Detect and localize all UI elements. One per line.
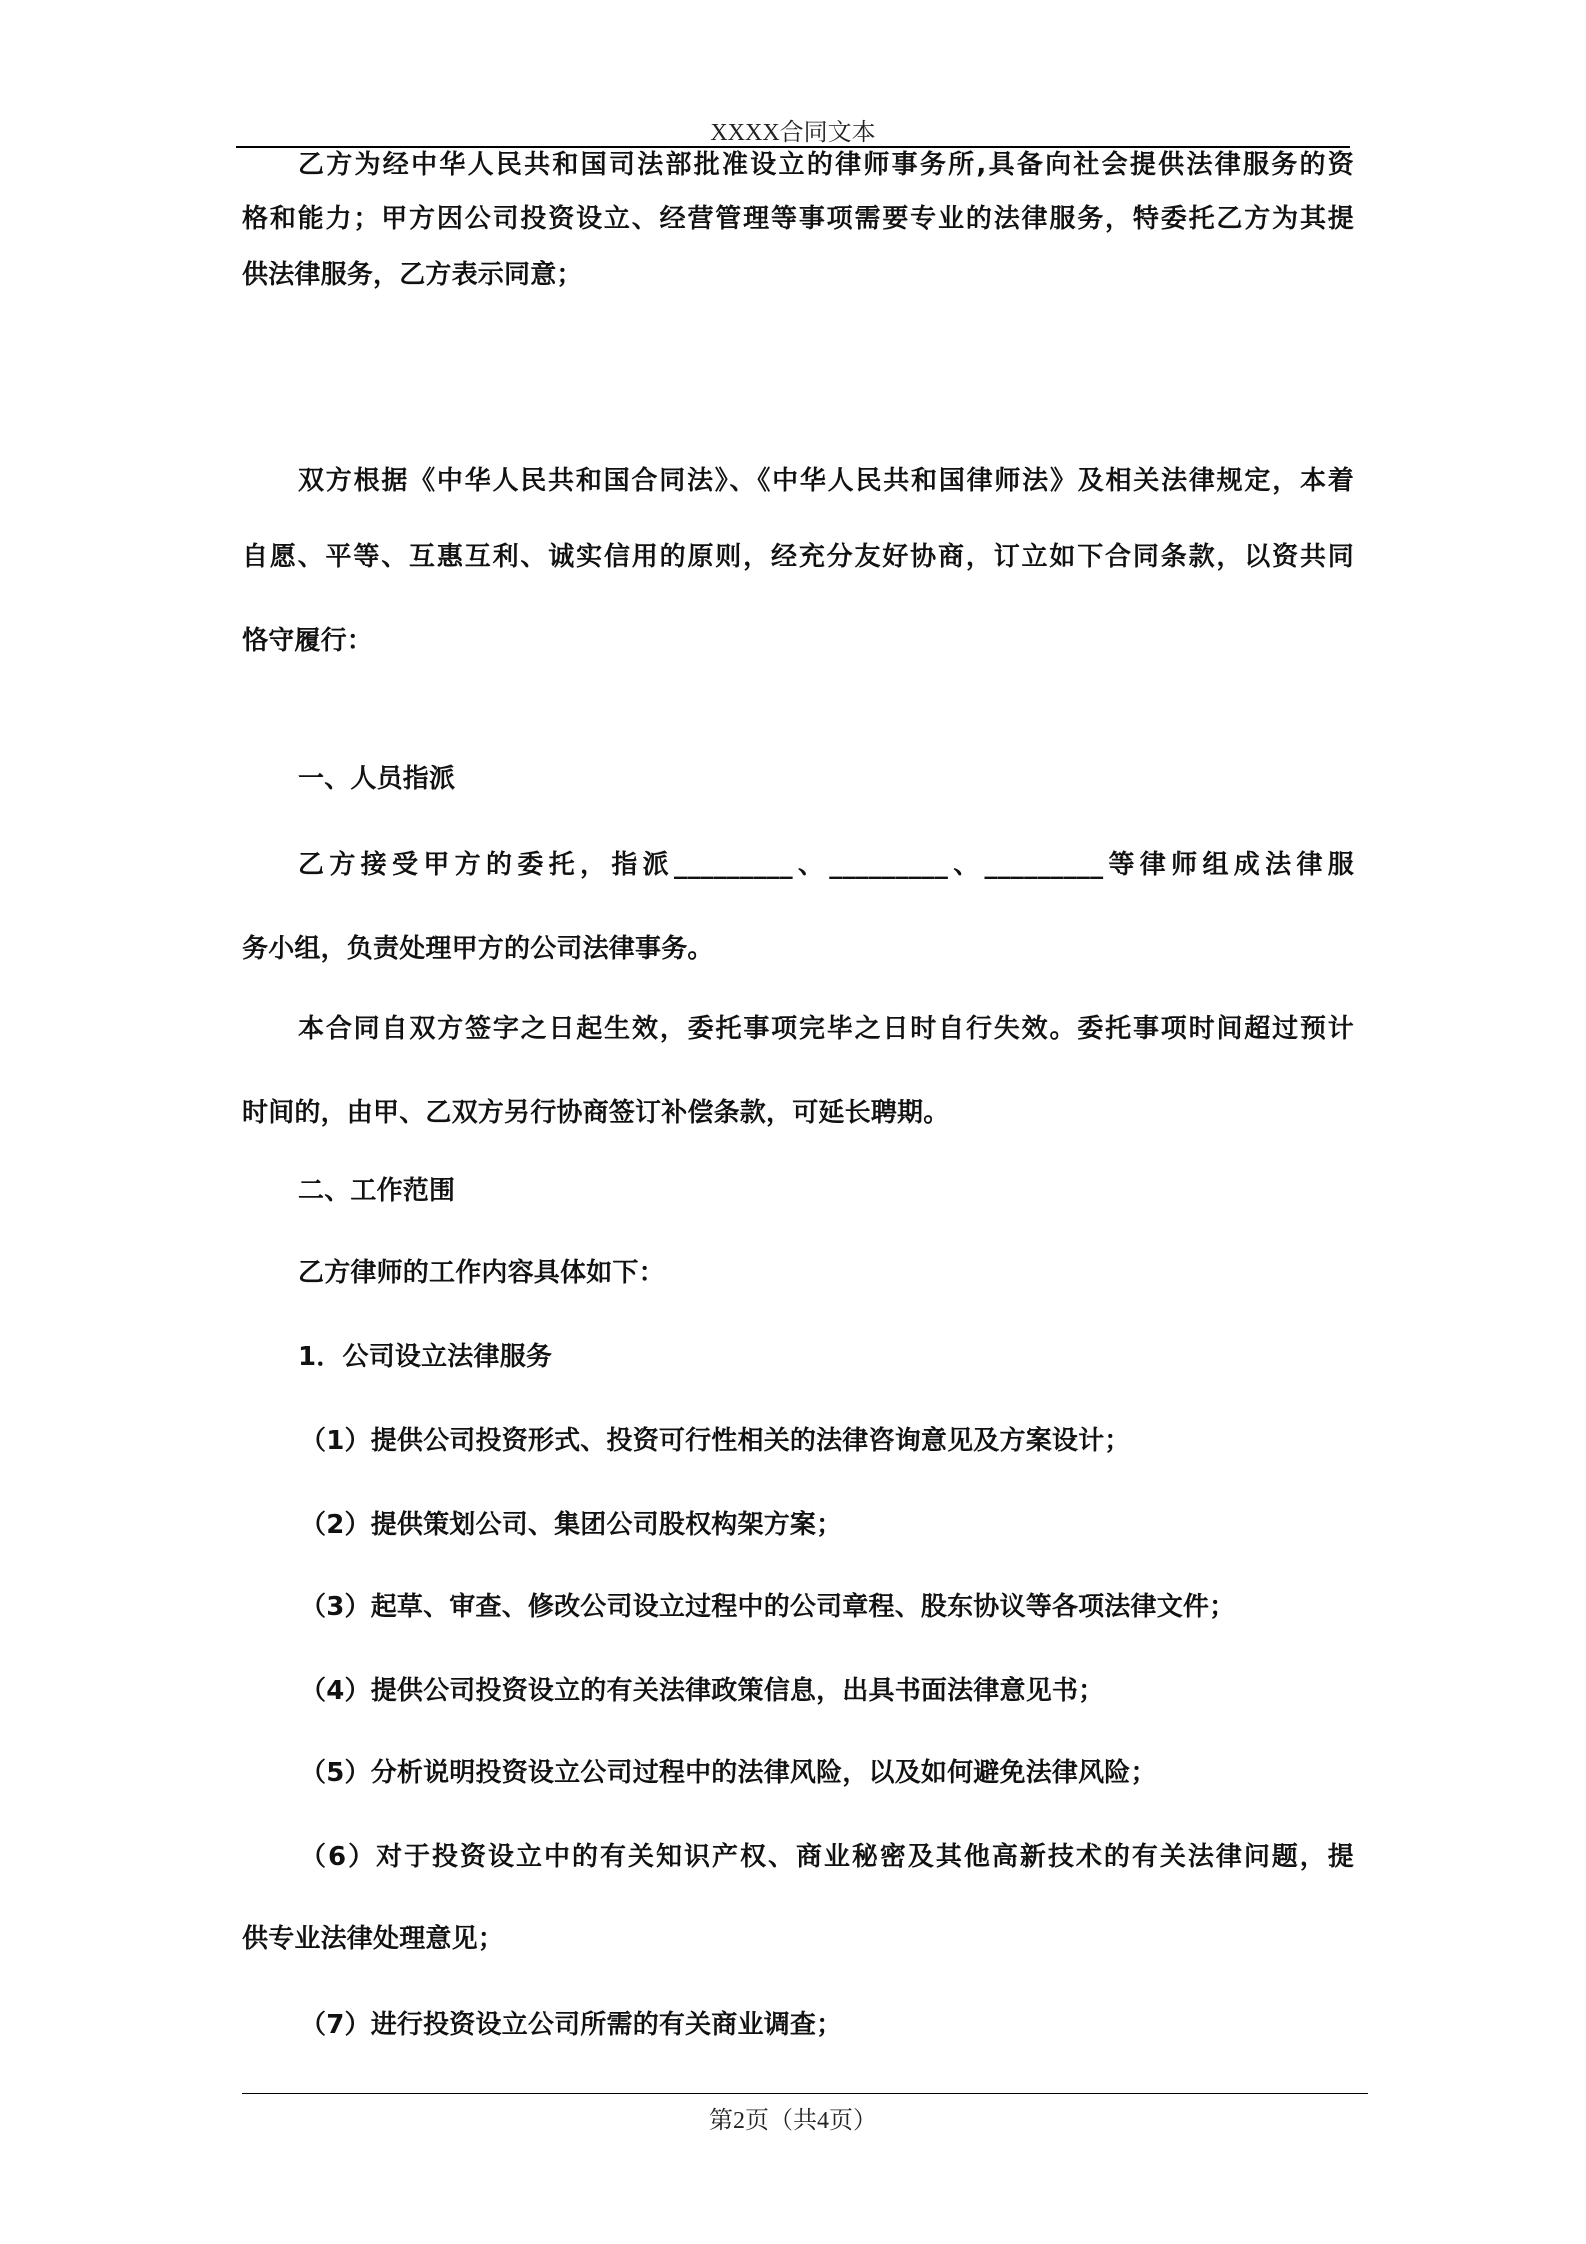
text-line: 乙方为经中华人民共和国司法部批准设立的律师事务所,具备向社会提供法律服务的资 xyxy=(298,150,1354,180)
header-title: XXXX合同文本 xyxy=(710,120,876,146)
text-line: 乙方律师的工作内容具体如下： xyxy=(298,1258,665,1288)
page-number: 第2页（共4页） xyxy=(709,2108,877,2134)
text-line: 供法律服务，乙方表示同意； xyxy=(242,260,583,290)
list-item: （5）分析说明投资设立公司过程中的法律风险，以及如何避免法律风险； xyxy=(300,1758,1157,1788)
list-item: （4）提供公司投资设立的有关法律政策信息，出具书面法律意见书； xyxy=(300,1676,1105,1706)
section-heading: 二、工作范围 xyxy=(298,1176,456,1206)
list-item: （6）对于投资设立中的有关知识产权、商业秘密及其他高新技术的有关法律问题，提 xyxy=(300,1842,1354,1872)
list-item: （2）提供策划公司、集团公司股权构架方案； xyxy=(300,1510,843,1540)
list-item: （3）起草、审查、修改公司设立过程中的公司章程、股东协议等各项法律文件； xyxy=(300,1592,1236,1622)
text-line: 格和能力；甲方因公司投资设立、经营管理等事项需要专业的法律服务，特委托乙方为其提 xyxy=(242,204,1354,234)
text-line: 恪守履行： xyxy=(242,626,374,656)
footer-divider xyxy=(242,2093,1368,2094)
subsection-title: 1．公司设立法律服务 xyxy=(298,1342,553,1372)
text-line: 务小组，负责处理甲方的公司法律事务。 xyxy=(242,934,714,964)
list-item: （7）进行投资设立公司所需的有关商业调查； xyxy=(300,2010,843,2040)
list-item-continuation: 供专业法律处理意见； xyxy=(242,1924,505,1954)
text-line: 自愿、平等、互惠互利、诚实信用的原则，经充分友好协商，订立如下合同条款，以资共同 xyxy=(242,542,1354,572)
text-line: 时间的，由甲、乙双方另行协商签订补偿条款，可延长聘期。 xyxy=(242,1098,950,1128)
text-line: 乙方接受甲方的委托，指派_________、_________、_________等律师组成法律服 xyxy=(298,850,1354,880)
list-item: （1）提供公司投资形式、投资可行性相关的法律咨询意见及方案设计； xyxy=(300,1426,1131,1456)
text-line: 本合同自双方签字之日起生效，委托事项完毕之日时自行失效。委托事项时间超过预计 xyxy=(298,1014,1354,1044)
text-line: 双方根据《中华人民共和国合同法》、《中华人民共和国律师法》及相关法律规定，本着 xyxy=(298,466,1354,496)
section-heading: 一、人员指派 xyxy=(298,764,456,794)
